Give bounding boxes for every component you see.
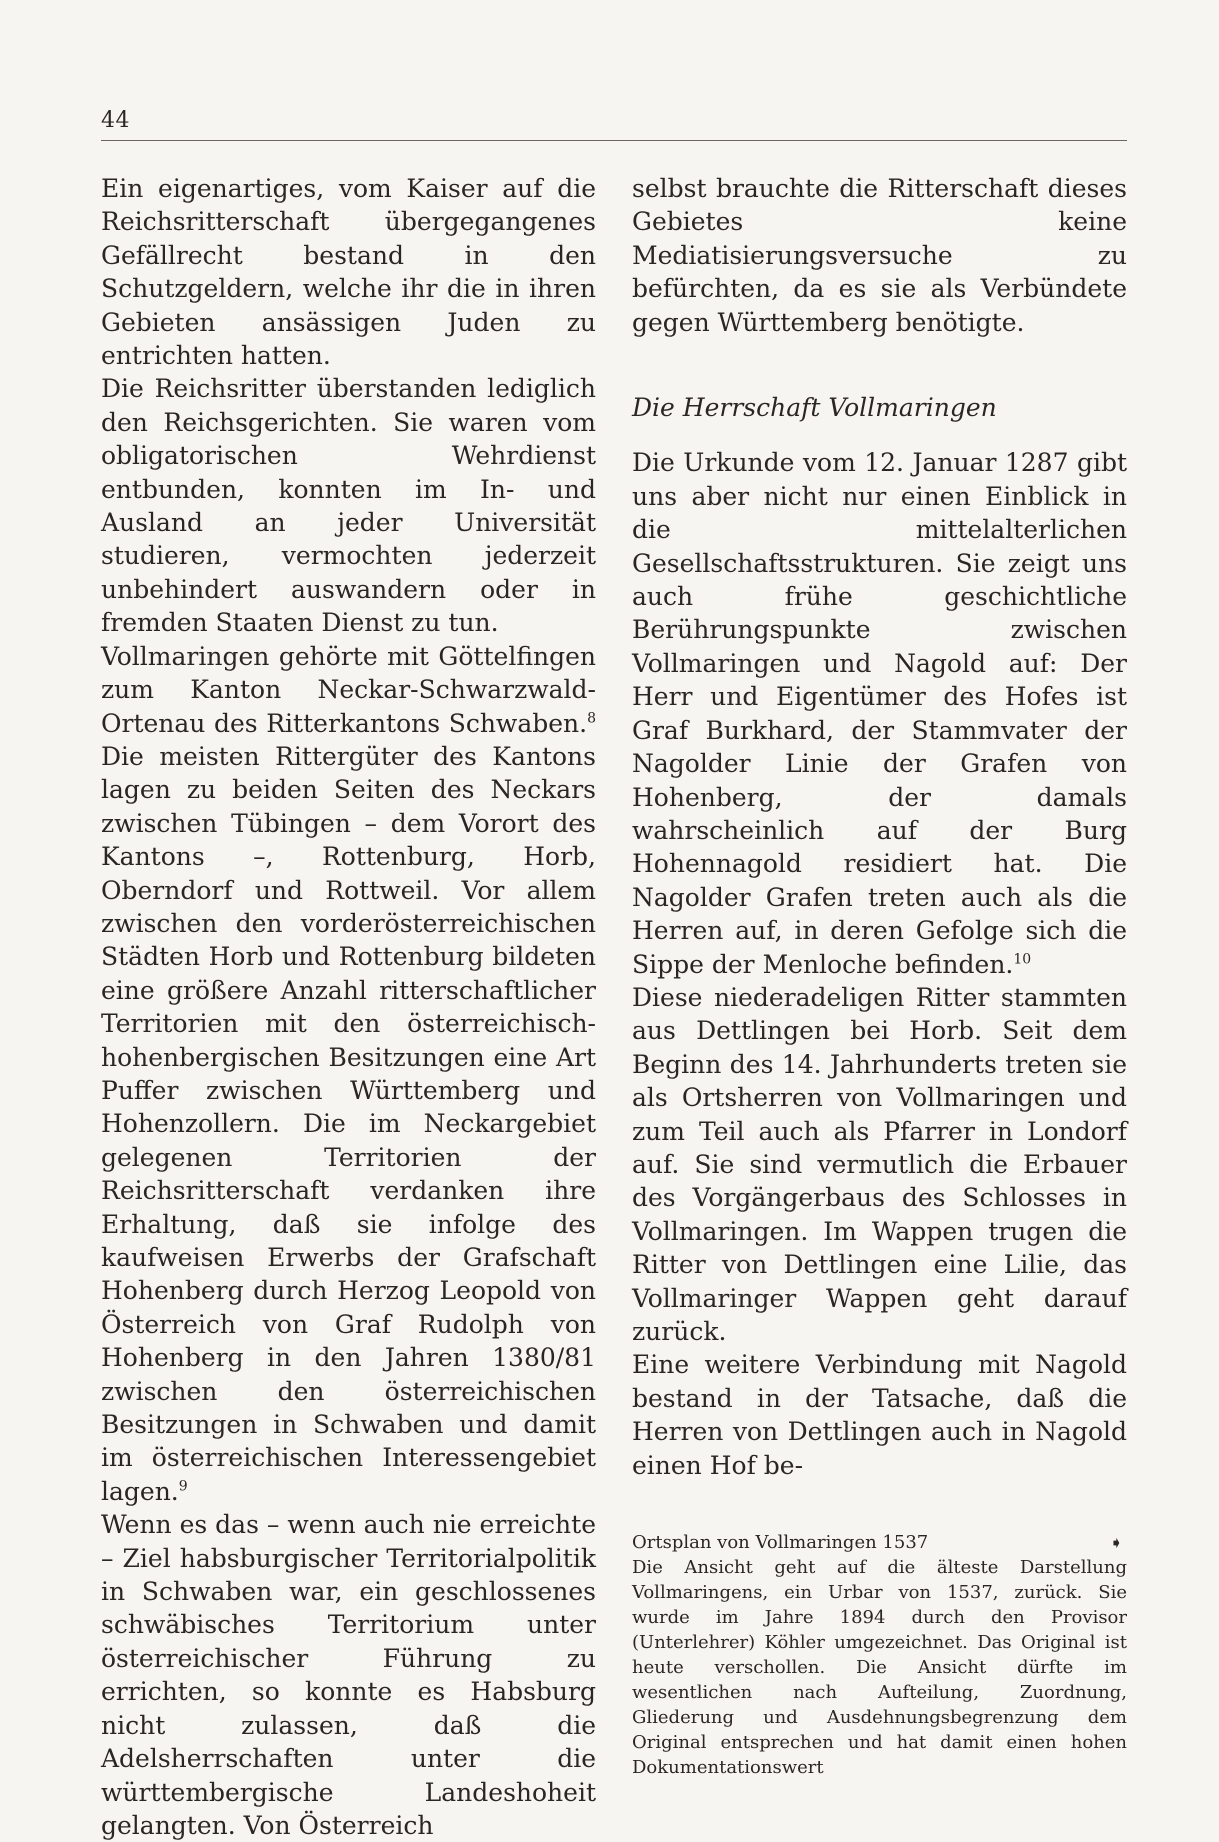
header-rule: [101, 140, 1127, 141]
paragraph: selbst brauchte die Ritterschaft dieses Gebietes keine Mediatisierungsversuche zu befürchten, da es sie als Verbündete gegen Württemberg benötigte.: [632, 174, 1127, 337]
footnote-marker: 8: [587, 710, 596, 727]
paragraph: [101, 1508, 596, 1842]
figure-caption: [632, 1530, 1127, 1780]
caption-title: Ortsplan von Vollmaringen 1537: [632, 1532, 929, 1554]
caption-body: Die Ansicht geht auf die älteste Darstellung Vollmaringens, ein Urbar von 1537, zurück. Sie wurde im Jahre 1894 durch den Provisor (Unterlehrer) Köhler umgezeichnet. Das Original ist heute verschollen. Die Ansicht dürfte im wesentlichen nach Aufteilung, Zuordnung, Gliederung und Ausdehnungsbegrenzung dem Original entsprechen und hat damit einen hohen Dokumentationswert: [632, 1557, 1127, 1779]
paragraph-text: Ein eigenartiges, vom Kaiser auf die Reichsritterschaft übergegangenes Gefällrecht bestand in den Schutzgeldern, welche ihr die in ihren Gebieten ansässigen Juden zu entrichten hatten.: [101, 174, 596, 371]
page-number: 44: [101, 108, 130, 133]
paragraph-text: Vollmaringen gehörte mit Göttelfingen zum Kanton Neckar-Schwarzwald-Ortenau des Ritterkantons Schwaben.: [101, 641, 596, 738]
paragraph-text: Die meisten Rittergüter des Kantons lagen zu beiden Seiten des Neckars zwischen Tübingen – dem Vorort des Kantons –, Rottenburg, Horb, Oberndorf und Rottweil. Vor allem zwischen den vorderösterreichischen Städten Horb und Rottenburg bildeten eine größere Anzahl ritterschaftlicher Territorien mit den österreichisch-hohenbergischen Besitzungen eine Art Puffer zwischen Württemberg und Hohenzollern. Die im Neckargebiet gelegenen Territorien der Reichsritterschaft verdanken ihre Erhaltung, daß sie infolge des kaufweisen Erwerbs der Grafschaft Hohenberg durch Herzog Leopold von Österreich von Graf Rudolph von Hohenberg in den Jahren 1380/81 zwischen den österreichischen Besitzungen in Schwaben und damit im österreichischen Interessengebiet lagen.: [101, 741, 596, 1506]
arrow-right-icon: ➧: [1109, 1533, 1123, 1553]
paragraph-text: Wenn es das – wenn auch nie erreichte – Ziel habsburgischer Territorialpolitik in Schwaben war, ein geschlossenes schwäbisches Territorium unter österreichischer Führung zu errichten, so konnte es Habsburg nicht zulassen, daß die Adelsherrschaften unter die württembergische Landeshoheit gelangten. Von Österreich: [101, 1510, 596, 1840]
footnote-marker: 9: [178, 1478, 188, 1495]
paragraph: [632, 446, 1127, 981]
section-heading: Die Herrschaft Vollmaringen: [632, 393, 997, 423]
right-column: [632, 172, 1127, 1780]
paragraph-text: Die Reichsritter überstanden lediglich den Reichsgerichten. Sie waren vom obligatorischen Wehrdienst entbunden, konnten im In- und Ausland an jeder Universität studieren, vermochten jederzeit unbehindert auswandern oder in fremden Staaten Dienst zu tun.: [101, 374, 596, 638]
paragraph: [101, 640, 596, 1509]
paragraph: Eine weitere Verbindung mit Nagold bestand in der Tatsache, daß die Herren von Dettlingen auch in Nagold einen Hof be-: [632, 1350, 1127, 1480]
caption-title-row: [632, 1530, 1127, 1555]
paragraph: [101, 172, 596, 372]
paragraph: [101, 372, 596, 639]
paragraph-text: Die Urkunde vom 12. Januar 1287 gibt uns aber nicht nur einen Einblick in die mittelalterlichen Gesellschaftsstrukturen. Sie zeigt uns auch frühe geschichtliche Berührungspunkte zwischen Vollmaringen und Nagold auf: Der Herr und Eigentümer des Hofes ist Graf Burkhard, der Stammvater der Nagolder Linie der Grafen von Hohenberg, der damals wahrscheinlich auf der Burg Hohennagold residiert hat. Die Nagolder Grafen treten auch als die Herren auf, in deren Gefolge sich die Sippe der Menloche befinden.: [632, 448, 1127, 979]
footnote-marker: 10: [1013, 951, 1032, 968]
paragraph: Diese niederadeligen Ritter stammten aus Dettlingen bei Horb. Seit dem Beginn des 14. Jahrhunderts treten sie als Ortsherren von Vollmaringen und zum Teil auch als Pfarrer in Londorf auf. Sie sind vermutlich die Erbauer des Vorgängerbaus des Schlosses in Vollmaringen. Im Wappen trugen die Ritter von Dettlingen eine Lilie, das Vollmaringer Wappen geht darauf zurück.: [632, 982, 1127, 1346]
left-column: [101, 172, 596, 1842]
